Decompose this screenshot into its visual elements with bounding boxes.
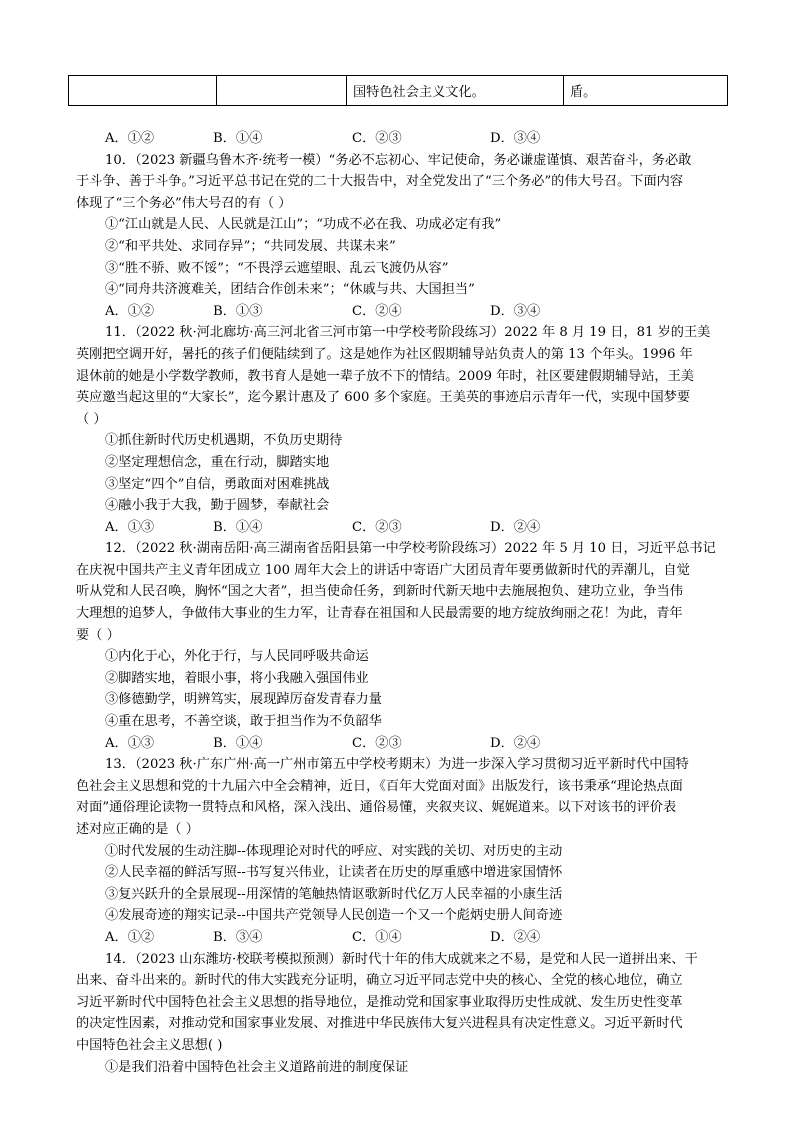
q13-options (76, 927, 728, 949)
option-b[interactable]: B．①④ (213, 519, 263, 535)
option-c[interactable]: C．①④ (352, 929, 402, 945)
option-a[interactable]: A．①③ (105, 735, 155, 751)
statement-item: ③修德勤学，明辨笃实，展现踔厉奋发青春力量 (105, 692, 382, 708)
statement-item: ③坚定“四个”自信，勇敢面对困难挑战 (105, 476, 330, 492)
statement-item: ④重在思考，不善空谈，敢于担当作为不负韶华 (105, 714, 382, 730)
table-cell: 国特色社会主义文化。 (347, 76, 564, 106)
option-d[interactable]: D．②④ (490, 929, 541, 945)
option-b[interactable]: B．①④ (213, 131, 263, 146)
question-stem-line: 色社会主义思想和党的十九届六中全会精神，近日，《百年大党面对面》出版发行，该书秉承“理论热点面 (76, 778, 683, 794)
question-stem-line: 中国特色社会主义思想( ) (76, 1037, 223, 1053)
table-row (69, 76, 728, 106)
question-stem-line: 要（ ） (76, 627, 120, 643)
question-list (76, 128, 728, 1078)
table-cell (69, 76, 217, 106)
statement-item: ②脚踏实地，着眼小事，将小我融入强国伟业 (105, 670, 369, 686)
question-stem-line: 习近平新时代中国特色社会主义思想的指导地位，是推动党和国家事业取得历史性成就、发生历史性变革 (76, 994, 683, 1010)
option-c[interactable]: C．②③ (352, 131, 402, 146)
option-d[interactable]: D．③④ (490, 131, 541, 146)
statement-item: ④“同舟共济渡难关，团结合作创未来”；“休戚与共、大国担当” (105, 282, 475, 298)
q12-options (76, 733, 728, 755)
question-stem-line: 出来、奋斗出来的。新时代的伟大实践充分证明，确立习近平同志党中央的核心、全党的核心地位，确立 (76, 973, 683, 989)
question-stem-line: 的决定性因素，对推动党和国家事业发展、对推进中华民族伟大复兴进程具有决定性意义。习近平新时代 (76, 1016, 683, 1032)
question-10 (76, 150, 728, 323)
q11-options (76, 517, 728, 539)
option-c[interactable]: C．②③ (352, 735, 402, 751)
option-a[interactable]: A．①② (105, 303, 155, 319)
option-a[interactable]: A．①③ (105, 519, 155, 535)
question-14 (76, 949, 728, 1079)
table-cell: 盾。 (564, 76, 728, 106)
option-c[interactable]: C．②③ (352, 519, 402, 535)
question-stem-line: 英刚把空调开好，暑托的孩子们便陆续到了。这是她作为社区假期辅导站负责人的第 13 个年头。1996 年 (76, 346, 693, 362)
answer-table-fragment (68, 75, 728, 106)
option-c[interactable]: C．②④ (352, 303, 402, 319)
question-stem-line: 13．（2023 秋·广东广州·高一广州市第五中学校考期末）为进一步深入学习贯彻习近平新时代中国特 (105, 757, 689, 773)
statement-item: ①内化于心，外化于行，与人民同呼吸共命运 (105, 649, 369, 665)
statement-item: ①是我们沿着中国特色社会主义道路前进的制度保证 (105, 1059, 409, 1075)
statement-item: ②“和平共处、求同存异”；“共同发展、共谋未来” (105, 238, 396, 254)
q9-options (76, 128, 728, 150)
option-d[interactable]: D．②④ (490, 519, 541, 535)
table-cell (217, 76, 347, 106)
question-12 (76, 538, 728, 754)
option-d[interactable]: D．③④ (490, 303, 541, 319)
question-stem-line: 11．（2022 秋·河北廊坊·高三河北省三河市第一中学校考阶段练习）2022 年 8 月 19 日，81 岁的王美 (105, 325, 711, 341)
question-stem-line: 于斗争、善于斗争。”习近平总书记在党的二十大报告中，对全党发出了“三个务必”的伟大号召。下面内容 (76, 174, 684, 190)
question-11 (76, 322, 728, 538)
statement-item: ①抓住新时代历史机遇期，不负历史期待 (105, 433, 343, 449)
option-b[interactable]: B．③④ (213, 929, 263, 945)
statement-item: ①时代发展的生动注脚--体现理论对时代的呼应、对实践的关切、对历史的主动 (105, 843, 563, 859)
option-a[interactable]: A．①② (105, 929, 155, 945)
statement-item: ①“江山就是人民、人民就是江山”；“功成不必在我、功成必定有我” (105, 217, 502, 233)
option-d[interactable]: D．②④ (490, 735, 541, 751)
statement-item: ②坚定理想信念，重在行动，脚踏实地 (105, 454, 330, 470)
option-a[interactable]: A．①② (105, 131, 155, 146)
statement-item: ②人民幸福的鲜活写照--书写复兴伟业，让读者在历史的厚重感中增进家国情怀 (105, 865, 563, 881)
statement-item: ④发展奇迹的翔实记录--中国共产党领导人民创造一个又一个彪炳史册人间奇迹 (105, 908, 563, 924)
statement-item: ④融小我于大我，勤于圆梦，奉献社会 (105, 498, 330, 514)
question-13 (76, 754, 728, 948)
question-stem-line: 10．（2023 新疆乌鲁木齐·统考一模）“务必不忘初心、牢记使命，务必谦虚谨慎、艰苦奋斗，务必敢 (105, 152, 692, 168)
q10-options (76, 301, 728, 323)
question-stem-line: 14．（2023 山东潍坊·校联考模拟预测）新时代十年的伟大成就来之不易，是党和人民一道拼出来、干 (105, 951, 698, 967)
question-stem-line: 英应邀当起这里的“大家长”，迄今累计惠及了 600 多个家庭。王美英的事迹启示青年一代，实现中国梦要 (76, 390, 691, 406)
question-stem-line: 在庆祝中国共产主义青年团成立 100 周年大会上的讲话中寄语广大团员青年要勇做新时代的弄潮儿，自觉 (76, 562, 690, 578)
question-stem-line: （ ） (76, 411, 107, 427)
statement-item: ③复兴跃升的全景展现--用深情的笔触热情讴歌新时代亿万人民幸福的小康生活 (105, 886, 563, 902)
question-stem-line: 听从党和人民召唤，胸怀“国之大者”，担当使命任务，到新时代新天地中去施展抱负、建功立业，争当伟 (76, 584, 683, 600)
statement-item: ③“胜不骄、败不馁”；“不畏浮云遮望眼、乱云飞渡仍从容” (105, 260, 449, 276)
question-stem-line: 12．（2022 秋·湖南岳阳·高三湖南省岳阳县第一中学校考阶段练习）2022 年 5 月 10 日，习近平总书记 (105, 541, 716, 557)
option-b[interactable]: B．①④ (213, 735, 263, 751)
question-stem-line: 体现了“三个务必”伟大号召的有（ ） (76, 195, 292, 211)
question-stem-line: 大理想的追梦人，争做伟大事业的生力军，让青春在祖国和人民最需要的地方绽放绚丽之花！为此，青年 (76, 606, 683, 622)
question-stem-line: 述对应正确的是（ ） (76, 822, 199, 837)
question-stem-line: 对面”通俗理论读物一贯特点和风格，深入浅出、通俗易懂，夹叙夹议、娓娓道来。以下对该书的评价表 (76, 800, 677, 816)
question-stem-line: 退休前的她是小学数学教师，教书育人是她一辈子放不下的情结。2009 年时，社区要建假期辅导站，王美 (76, 368, 694, 384)
option-b[interactable]: B．①③ (213, 303, 263, 319)
